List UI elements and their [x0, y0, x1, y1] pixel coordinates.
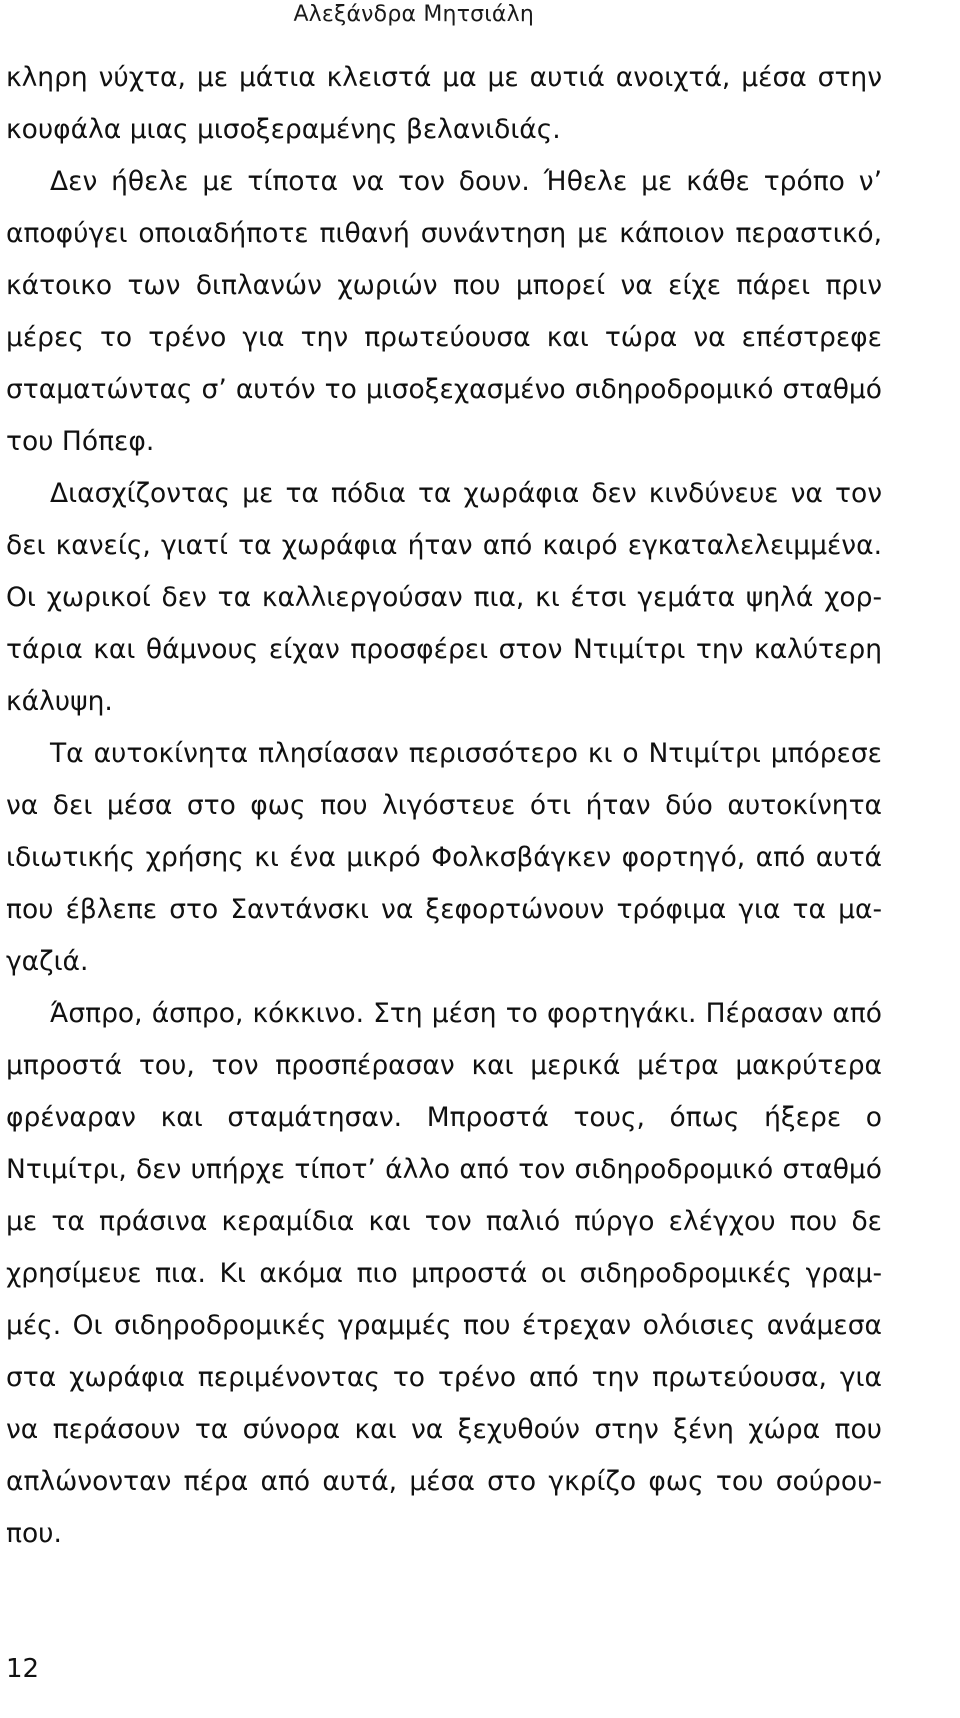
paragraph: Δεν ήθελε με τίποτα να τον δουν. Ήθελε με κάθε τρόπο ν’ αποφύγει οποιαδήποτε πιθανή συνάντηση με κάποιον περαστικό, κάτοικο των διπλανών χωριών που μπορεί να είχε πάρει πριν μέρες το τρένο για την πρωτεύουσα και τώρα να επέστρεφε σταματώντας σ’ αυτόν το μισοξεχασμένο σιδηροδρομικό σταθμό του Πόπεφ. [6, 166, 882, 457]
paragraph: Τα αυτοκίνητα πλησίασαν περισσότερο κι ο Ντιμίτρι μπόρεσε να δει μέσα στο φως που λιγόστευε ότι ήταν δύο αυτοκίνητα ιδιωτικής χρήσης κι ένα μικρό Φολκσβάγκεν φορτηγό, από αυτά που έβλεπε στο Σαντάνσκι να ξεφορτώνουν τρόφιμα για τα μαγαζιά. [6, 738, 882, 977]
paragraph: Διασχίζοντας με τα πόδια τα χωράφια δεν κινδύνευε να τον δει κανείς, γιατί τα χωράφια ήταν από καιρό εγκαταλελειμμένα. Οι χωρικοί δεν τα καλλιεργούσαν πια, κι έτσι γεμάτα ψηλά χορτάρια και θάμνους είχαν προσφέρει στον Ντιμίτρι την καλύτερη κάλυψη. [6, 478, 882, 717]
paragraph: κληρη νύχτα, με μάτια κλειστά μα με αυτιά ανοιχτά, μέσα στην κουφάλα μιας μισοξεραμένης βελανιδιάς. [6, 62, 882, 145]
paragraph: Άσπρο, άσπρο, κόκκινο. Στη μέση το φορτηγάκι. Πέρασαν από μπροστά του, τον προσπέρασαν και μερικά μέτρα μακρύτερα φρέναραν και σταμάτησαν. Μπροστά τους, όπως ήξερε ο Ντιμίτρι, δεν υπήρχε τίποτ’ άλλο από τον σιδηροδρομικό σταθμό με τα πράσινα κεραμίδια και τον παλιό πύργο ελέγχου που δε χρησίμευε πια. Κι ακόμα πιο μπροστά οι σιδηροδρομικές γραμμές. Οι σιδηροδρομικές γραμμές που έτρεχαν ολόισιες ανάμεσα στα χωράφια περιμένοντας το τρένο από την πρωτεύουσα, για να περάσουν τα σύνορα και να ξεχυθούν στην ξένη χώρα που απλώνονταν πέρα από αυτά, μέσα στο γκρίζο φως του σούρουπου. [6, 998, 882, 1549]
running-header: Αλεξάνδρα Μητσιάλη [293, 2, 534, 27]
page-number: 12 [6, 1654, 40, 1684]
page-body [6, 52, 882, 1560]
